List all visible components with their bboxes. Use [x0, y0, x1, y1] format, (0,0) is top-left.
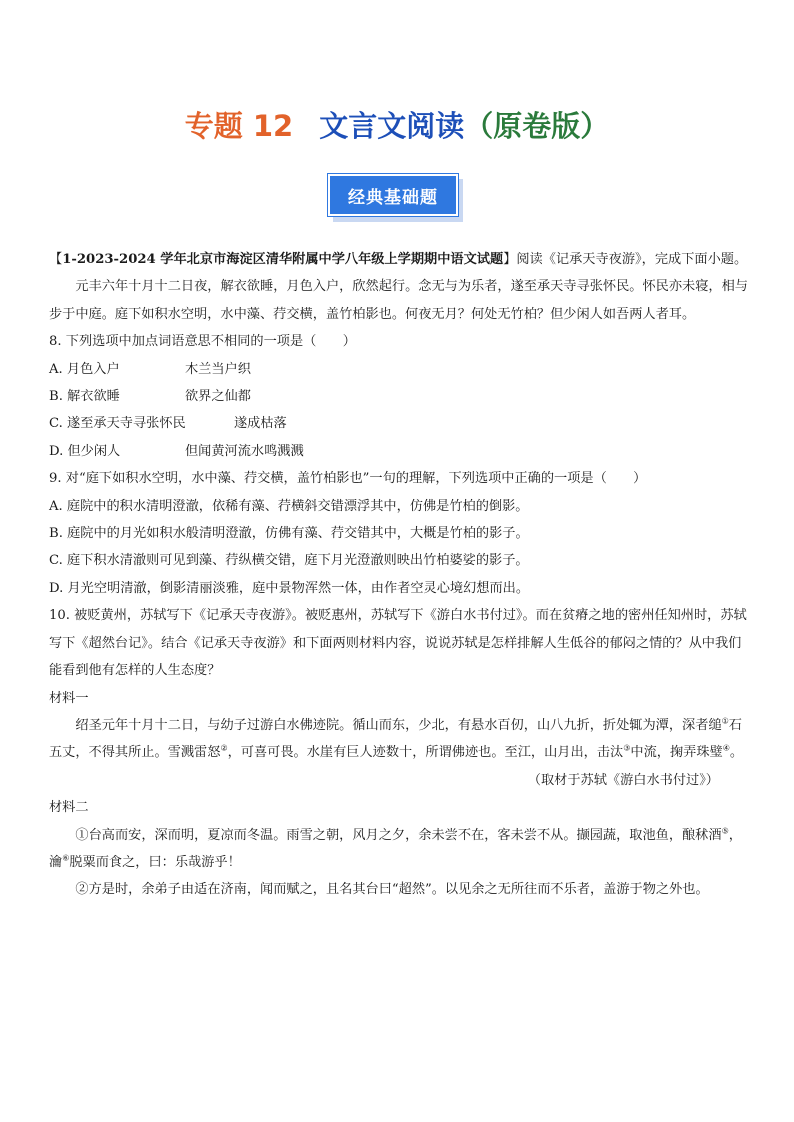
footnote-marker-5: ⑤	[721, 826, 729, 836]
content-body	[49, 246, 749, 904]
q9-option-c: C. 庭下积水清澈则可见到藻、荇纵横交错，庭下月光澄澈则映出竹柏婆娑的影子。	[49, 553, 529, 569]
q8-option-d	[49, 438, 749, 465]
source-line	[49, 246, 749, 273]
q9-option-b: B. 庭院中的月光如积水般清明澄澈，仿佛有藻、荇交错其中，大概是竹柏的影子。	[49, 526, 529, 542]
question-10-stem: 10. 被贬黄州，苏轼写下《记承天寺夜游》。被贬惠州，苏轼写下《游白水书付过》。而在贫瘠之地的密州任知州时，苏轼写下《超然台记》。结合《记承天寺夜游》和下面两则材料内容，说说苏轼是怎样排解人生低谷的郁闷之情的？从中我们能看到他有怎样的人生态度？	[49, 608, 747, 679]
source-bracket-close: 】	[503, 252, 517, 267]
material-2-para-1-b: ，瀹	[49, 827, 742, 870]
material-1-text-d: 中流，掬弄珠璧	[630, 745, 723, 761]
q8-option-d-left: D. 但少闲人	[49, 443, 121, 459]
question-9-stem: 9. 对“庭下如积水空明，水中藻、荇交横，盖竹柏影也”一句的理解，下列选项中正确的一项是（ ）	[49, 471, 647, 487]
q8-option-d-right: 但闻黄河流水鸣溅溅	[185, 443, 304, 459]
q8-option-a-right: 木兰当户织	[185, 361, 251, 377]
material-2-para-2: ②方是时，余弟子由适在济南，闻而赋之，且名其台曰“超然”。以见余之无所往而不乐者，盖游于物之外也。	[75, 882, 709, 898]
q8-option-c	[49, 410, 749, 437]
q9-option-d: D. 月光空明清澈，倒影清丽淡雅，庭中景物浑然一体，由作者空灵心境幻想而出。	[49, 580, 530, 596]
title-topic: 文言文阅读	[319, 109, 465, 143]
footnote-marker-1: ①	[721, 716, 729, 726]
material-2-label: 材料二	[49, 800, 89, 816]
question-8-stem: 8. 下列选项中加点词语意思不相同的一项是（ ）	[49, 334, 356, 350]
footnote-marker-6: ⑥	[62, 853, 70, 863]
title-topic-number: 专题 12	[184, 109, 294, 143]
footnote-marker-2: ②	[220, 743, 228, 753]
q8-option-b-right: 欲界之仙都	[185, 389, 251, 405]
material-1-text-e: 。	[729, 745, 744, 761]
source-title: 1-2023-2024 学年北京市海淀区清华附属中学八年级上学期期中语文试题	[62, 252, 504, 267]
material-1-text	[49, 712, 749, 767]
q8-option-b	[49, 383, 749, 410]
material-2-para-1-c: 脱粟而食之，曰：乐哉游乎！	[69, 854, 241, 870]
badge-label: 经典基础题	[328, 174, 458, 216]
material-2-para-1-a: ①台高而安，深而明，夏凉而冬温。雨雪之朝，风月之夕，余未尝不在，客未尝不从。撷园蔬，取池鱼，酿秫酒	[75, 827, 722, 843]
page-title	[0, 104, 794, 145]
q8-option-c-right: 遂成枯落	[234, 416, 287, 432]
material-1-text-b: 石五丈，不得其所止。雪溅雷怒	[49, 717, 742, 761]
material-1-citation: （取材于苏轼《游白水书付过》）	[527, 772, 719, 788]
material-1-label: 材料一	[49, 690, 89, 706]
footnote-marker-3: ③	[623, 743, 631, 753]
q8-option-c-left: C. 遂至承天寺寻张怀民	[49, 416, 186, 432]
material-1-text-a: 绍圣元年十月十二日，与幼子过游白水佛迹院。循山而东，少北，有悬水百仞，山八九折，折处辄为潭，深者缒	[75, 717, 722, 733]
passage: 元丰六年十月十二日夜，解衣欲睡，月色入户，欣然起行。念无与为乐者，遂至承天寺寻张怀民。怀民亦未寝，相与步于中庭。庭下如积水空明，水中藻、荇交横，盖竹柏影也。何夜无月？何处无竹柏？但少闲人如吾两人者耳。	[49, 279, 748, 322]
title-edition: （原卷版）	[464, 109, 610, 143]
footnote-marker-4: ④	[722, 743, 730, 753]
source-bracket-open: 【	[49, 252, 63, 267]
q8-option-a	[49, 356, 749, 383]
section-badge	[328, 174, 467, 224]
material-2-para-1	[49, 822, 749, 877]
q8-option-b-left: B. 解衣欲睡	[49, 389, 120, 405]
q8-option-a-left: A. 月色入户	[49, 361, 120, 377]
q9-option-a: A. 庭院中的积水清明澄澈，依稀有藻、荇横斜交错漂浮其中，仿佛是竹柏的倒影。	[49, 498, 529, 514]
source-instruction: 阅读《记承天寺夜游》，完成下面小题。	[516, 252, 748, 267]
material-1-text-c: ，可喜可畏。水崖有巨人迹数十，所谓佛迹也。至江，山月出，击汰	[227, 745, 624, 761]
